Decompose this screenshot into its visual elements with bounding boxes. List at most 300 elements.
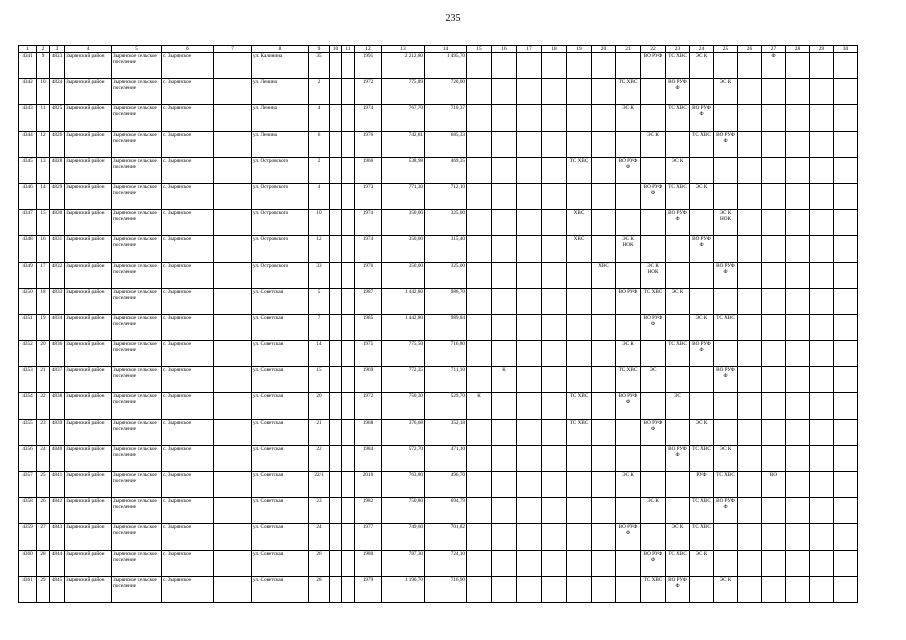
table-cell: Зырянский район [65, 53, 112, 79]
table-cell: ЭС К [690, 550, 714, 576]
table-cell [738, 288, 762, 314]
table-cell [786, 131, 810, 157]
table-cell: ХВС [567, 210, 592, 236]
table-cell: 2010 [355, 472, 382, 498]
table-cell: ул. Калинина [252, 53, 309, 79]
table-cell [214, 445, 252, 471]
column-number-cell: 25 [714, 46, 738, 53]
table-cell [342, 576, 355, 602]
table-cell [467, 576, 492, 602]
table-cell [517, 288, 542, 314]
table-cell: с. Зырянское [162, 367, 214, 393]
table-cell [810, 262, 834, 288]
table-cell [214, 498, 252, 524]
table-cell [834, 393, 858, 419]
table-cell [492, 341, 517, 367]
table-cell [834, 498, 858, 524]
table-cell [810, 157, 834, 183]
table-cell [492, 445, 517, 471]
table-cell [762, 341, 786, 367]
table-cell: 4353 [19, 367, 37, 393]
table-cell: ул. Советская [252, 419, 309, 445]
column-number-cell: 18 [542, 46, 567, 53]
column-number-cell: 4 [65, 46, 112, 53]
table-cell: ТС ХВС [714, 314, 738, 340]
table-cell: ТС ХВС [690, 524, 714, 550]
table-cell [616, 262, 641, 288]
table-cell [592, 314, 616, 340]
table-cell: Зырянское сельское поселение [112, 393, 162, 419]
column-number-cell: 27 [762, 46, 786, 53]
table-cell: 15 [309, 367, 330, 393]
table-cell [641, 236, 666, 262]
table-cell [467, 210, 492, 236]
table-cell [517, 183, 542, 209]
table-cell [592, 79, 616, 105]
table-cell: с. Зырянское [162, 341, 214, 367]
table-cell: ЭС К [690, 314, 714, 340]
table-cell: 4342 [19, 79, 37, 105]
table-cell [492, 210, 517, 236]
column-number-cell: 11 [342, 46, 355, 53]
table-cell [330, 314, 342, 340]
table-cell: ВО РУФ Ф [616, 157, 641, 183]
table-row [19, 53, 858, 79]
table-cell [542, 498, 567, 524]
table-cell: ЭС [641, 367, 666, 393]
table-cell: Зырянский район [65, 498, 112, 524]
table-cell: 350,00 [382, 262, 425, 288]
table-cell: 775,89 [382, 79, 425, 105]
table-cell: ТС ХВС [567, 419, 592, 445]
table-cell [342, 288, 355, 314]
table-cell [616, 314, 641, 340]
table-cell [567, 288, 592, 314]
table-cell [738, 498, 762, 524]
table-cell [542, 314, 567, 340]
table-cell [616, 183, 641, 209]
table-cell [330, 367, 342, 393]
table-cell: 1975 [355, 341, 382, 367]
table-cell: Зырянское сельское поселение [112, 210, 162, 236]
table-cell: ВО РУФ Ф [714, 131, 738, 157]
table-cell: ЭС К [714, 79, 738, 105]
table-cell [714, 157, 738, 183]
table-cell: 4831 [50, 236, 65, 262]
table-cell [214, 157, 252, 183]
table-cell [592, 210, 616, 236]
table-cell: ЭС К [690, 183, 714, 209]
table-cell: 4344 [19, 131, 37, 157]
table-cell [641, 210, 666, 236]
table-cell [666, 314, 690, 340]
table-cell [714, 105, 738, 131]
table-cell: Зырянский район [65, 393, 112, 419]
table-cell [810, 576, 834, 602]
table-cell: 24 [309, 524, 330, 550]
table-cell: 4836 [50, 341, 65, 367]
table-cell: 25 [37, 472, 50, 498]
table-cell [214, 419, 252, 445]
table-cell [714, 53, 738, 79]
table-cell: 4832 [50, 262, 65, 288]
table-cell [714, 393, 738, 419]
table-cell: 986,70 [425, 288, 467, 314]
table-cell [786, 472, 810, 498]
table-cell [738, 472, 762, 498]
table-cell [592, 236, 616, 262]
table-cell [517, 524, 542, 550]
table-cell [738, 314, 762, 340]
table-cell [738, 419, 762, 445]
table-cell [342, 419, 355, 445]
table-cell [762, 576, 786, 602]
table-cell: 4358 [19, 498, 37, 524]
table-cell: 4828 [50, 157, 65, 183]
table-cell [542, 576, 567, 602]
table-cell [467, 524, 492, 550]
table-cell: ВО РУФ Ф [714, 367, 738, 393]
table-cell [467, 131, 492, 157]
table-cell [214, 79, 252, 105]
table-cell [342, 79, 355, 105]
column-number-cell: 16 [492, 46, 517, 53]
table-cell: 4829 [50, 183, 65, 209]
table-cell [492, 79, 517, 105]
table-cell: ул. Советская [252, 288, 309, 314]
table-cell: 6 [309, 131, 330, 157]
table-cell: 4840 [50, 445, 65, 471]
table-cell [641, 157, 666, 183]
table-cell: 352,18 [425, 419, 467, 445]
table-cell [786, 393, 810, 419]
table-cell [834, 367, 858, 393]
table-cell: Зырянский район [65, 131, 112, 157]
column-number-cell: 14 [425, 46, 467, 53]
table-cell [517, 472, 542, 498]
table-cell: 4345 [19, 157, 37, 183]
table-cell: 4834 [50, 314, 65, 340]
table-cell: 1972 [355, 393, 382, 419]
table-cell [690, 576, 714, 602]
table-cell [214, 131, 252, 157]
table-cell [492, 157, 517, 183]
table-cell: ТС ХВС [666, 550, 690, 576]
table-cell [517, 341, 542, 367]
table-cell [542, 419, 567, 445]
table-cell [517, 367, 542, 393]
table-cell [762, 288, 786, 314]
table-cell: 4346 [19, 183, 37, 209]
table-cell [616, 419, 641, 445]
table-cell [342, 105, 355, 131]
table-cell: 4838 [50, 393, 65, 419]
table-cell [342, 236, 355, 262]
table-cell: ЭС К [616, 472, 641, 498]
table-cell: 750,30 [382, 393, 425, 419]
table-cell [214, 472, 252, 498]
table-cell: 4355 [19, 419, 37, 445]
table-cell: 315,40 [425, 236, 467, 262]
table-cell: 771,30 [382, 183, 425, 209]
table-cell [786, 341, 810, 367]
table-cell: Зырянский район [65, 210, 112, 236]
table-cell [641, 393, 666, 419]
table-cell [467, 472, 492, 498]
table-cell [467, 341, 492, 367]
table-cell [592, 105, 616, 131]
table-cell [467, 157, 492, 183]
table-cell [492, 472, 517, 498]
table-cell: ЭС К [616, 341, 641, 367]
table-cell: ул. Островского [252, 183, 309, 209]
table-cell [542, 105, 567, 131]
table-cell: 1979 [355, 576, 382, 602]
table-cell [762, 79, 786, 105]
column-number-cell: 21 [616, 46, 641, 53]
table-cell: ул. Островского [252, 210, 309, 236]
column-number-cell: 19 [567, 46, 592, 53]
table-cell [810, 445, 834, 471]
table-cell [567, 445, 592, 471]
table-cell: 28 [37, 550, 50, 576]
table-cell [641, 105, 666, 131]
table-cell: ТС ХВС [690, 131, 714, 157]
table-cell: Зырянский район [65, 157, 112, 183]
table-cell [762, 393, 786, 419]
table-cell [330, 157, 342, 183]
table-cell [492, 576, 517, 602]
table-cell [834, 236, 858, 262]
table-cell: Зырянский район [65, 550, 112, 576]
table-cell: ВО РУФ Ф [666, 445, 690, 471]
table-cell [492, 314, 517, 340]
table-cell [567, 524, 592, 550]
table-cell: 4845 [50, 576, 65, 602]
table-cell [214, 393, 252, 419]
table-cell: с. Зырянское [162, 472, 214, 498]
table-cell: 350,00 [382, 236, 425, 262]
column-number-cell: 3 [50, 46, 65, 53]
table-cell [467, 367, 492, 393]
table-cell [738, 367, 762, 393]
table-cell [738, 341, 762, 367]
table-cell: ТС ХВС [666, 341, 690, 367]
table-cell: Зырянское сельское поселение [112, 131, 162, 157]
table-cell [467, 550, 492, 576]
table-cell [641, 524, 666, 550]
table-cell [492, 105, 517, 131]
table-cell: ВО РУФ Ф [641, 419, 666, 445]
table-cell [762, 105, 786, 131]
table-cell [214, 367, 252, 393]
table-cell: 24 [37, 445, 50, 471]
table-cell: Зырянское сельское поселение [112, 105, 162, 131]
table-cell [592, 393, 616, 419]
table-cell: ул. Советская [252, 393, 309, 419]
table-cell [786, 210, 810, 236]
table-cell [342, 262, 355, 288]
table-cell [690, 367, 714, 393]
table-cell [714, 288, 738, 314]
table-cell [542, 550, 567, 576]
table-cell [342, 314, 355, 340]
table-cell: 4356 [19, 445, 37, 471]
table-cell: 1966 [355, 157, 382, 183]
table-cell: 4361 [19, 576, 37, 602]
table-cell [738, 157, 762, 183]
table-cell: ЭС К [641, 131, 666, 157]
table-cell: 1984 [355, 445, 382, 471]
table-cell [666, 472, 690, 498]
table-cell [542, 393, 567, 419]
table-cell [342, 445, 355, 471]
table-cell: ВО РУФ Ф [714, 498, 738, 524]
table-cell: 716,80 [425, 341, 467, 367]
table-cell: ул. Советская [252, 472, 309, 498]
table-cell: ул. Советская [252, 445, 309, 471]
table-cell [542, 367, 567, 393]
table-cell [834, 210, 858, 236]
table-cell: 1 442,80 [382, 314, 425, 340]
table-cell [567, 79, 592, 105]
table-row [19, 576, 858, 602]
table-cell [517, 210, 542, 236]
table-cell: 469,35 [425, 157, 467, 183]
table-cell [810, 550, 834, 576]
table-cell: 4843 [50, 524, 65, 550]
table-cell [810, 210, 834, 236]
table-cell [834, 131, 858, 157]
column-number-row [19, 46, 858, 53]
table-cell: 787,30 [382, 550, 425, 576]
table-cell [342, 367, 355, 393]
table-cell [330, 393, 342, 419]
table-cell [738, 576, 762, 602]
table-cell: 13 [37, 157, 50, 183]
table-cell: Зырянский район [65, 105, 112, 131]
table-cell [330, 445, 342, 471]
table-cell [467, 183, 492, 209]
table-cell [330, 419, 342, 445]
table-cell [762, 131, 786, 157]
table-cell [738, 79, 762, 105]
table-cell [738, 445, 762, 471]
table-cell: Зырянское сельское поселение [112, 236, 162, 262]
table-cell: ВО РУФ Ф [666, 210, 690, 236]
column-number-cell: 12 [355, 46, 382, 53]
table-cell [567, 53, 592, 79]
table-cell [542, 262, 567, 288]
table-cell: 1968 [355, 419, 382, 445]
table-cell: 15 [37, 210, 50, 236]
table-cell [810, 419, 834, 445]
table-cell: 2 [309, 157, 330, 183]
table-cell [592, 341, 616, 367]
table-cell: ЭС К [666, 524, 690, 550]
table-cell: ХВС [592, 262, 616, 288]
table-cell: ул. Советская [252, 367, 309, 393]
table-cell [342, 472, 355, 498]
table-cell [786, 419, 810, 445]
column-number-cell: 5 [112, 46, 162, 53]
table-cell: с. Зырянское [162, 157, 214, 183]
table-cell: 4 [309, 183, 330, 209]
table-cell: 1974 [355, 236, 382, 262]
table-cell: 1972 [355, 79, 382, 105]
table-cell: 4839 [50, 419, 65, 445]
table-cell [762, 445, 786, 471]
table-cell [492, 262, 517, 288]
table-cell [214, 236, 252, 262]
table-cell [714, 524, 738, 550]
table-cell [616, 210, 641, 236]
column-number-cell: 1 [19, 46, 37, 53]
table-cell: ТС ХВС [641, 288, 666, 314]
table-cell [330, 105, 342, 131]
table-cell: 12 [309, 236, 330, 262]
column-number-cell: 24 [690, 46, 714, 53]
table-cell: ул. Советская [252, 524, 309, 550]
table-cell [834, 550, 858, 576]
table-cell [467, 236, 492, 262]
table-cell [214, 183, 252, 209]
table-row [19, 262, 858, 288]
table-cell [542, 131, 567, 157]
table-cell [492, 498, 517, 524]
column-number-cell: 30 [834, 46, 858, 53]
table-cell [330, 79, 342, 105]
table-row [19, 183, 858, 209]
table-cell [330, 131, 342, 157]
table-cell: 4844 [50, 550, 65, 576]
column-number-cell: 28 [786, 46, 810, 53]
table-cell: 4341 [19, 53, 37, 79]
table-cell [786, 236, 810, 262]
table-cell: ВО РУФ [641, 53, 666, 79]
table-cell [690, 157, 714, 183]
table-cell: 21 [309, 419, 330, 445]
column-number-cell: 9 [309, 46, 330, 53]
table-cell: Зырянское сельское поселение [112, 341, 162, 367]
column-number-cell: 26 [738, 46, 762, 53]
table-cell [666, 419, 690, 445]
table-cell [517, 576, 542, 602]
table-cell: ТС ХВС [666, 105, 690, 131]
table-cell [567, 367, 592, 393]
table-cell [592, 419, 616, 445]
table-cell: с. Зырянское [162, 576, 214, 602]
table-cell [834, 105, 858, 131]
table-cell: 701,82 [425, 524, 467, 550]
table-cell: ВО РУФ Ф [714, 262, 738, 288]
table-cell: Зырянское сельское поселение [112, 419, 162, 445]
table-cell: 1976 [355, 262, 382, 288]
table-cell: Зырянское сельское поселение [112, 445, 162, 471]
table-cell [342, 550, 355, 576]
table-cell: с. Зырянское [162, 419, 214, 445]
table-cell: 350,00 [382, 210, 425, 236]
table-cell: Зырянское сельское поселение [112, 262, 162, 288]
table-cell [786, 550, 810, 576]
table-cell: Зырянское сельское поселение [112, 367, 162, 393]
table-cell: 29 [37, 576, 50, 602]
table-cell [492, 393, 517, 419]
table-cell: 572,70 [382, 445, 425, 471]
table-row [19, 210, 858, 236]
table-cell [517, 550, 542, 576]
table-cell: ВО [762, 472, 786, 498]
